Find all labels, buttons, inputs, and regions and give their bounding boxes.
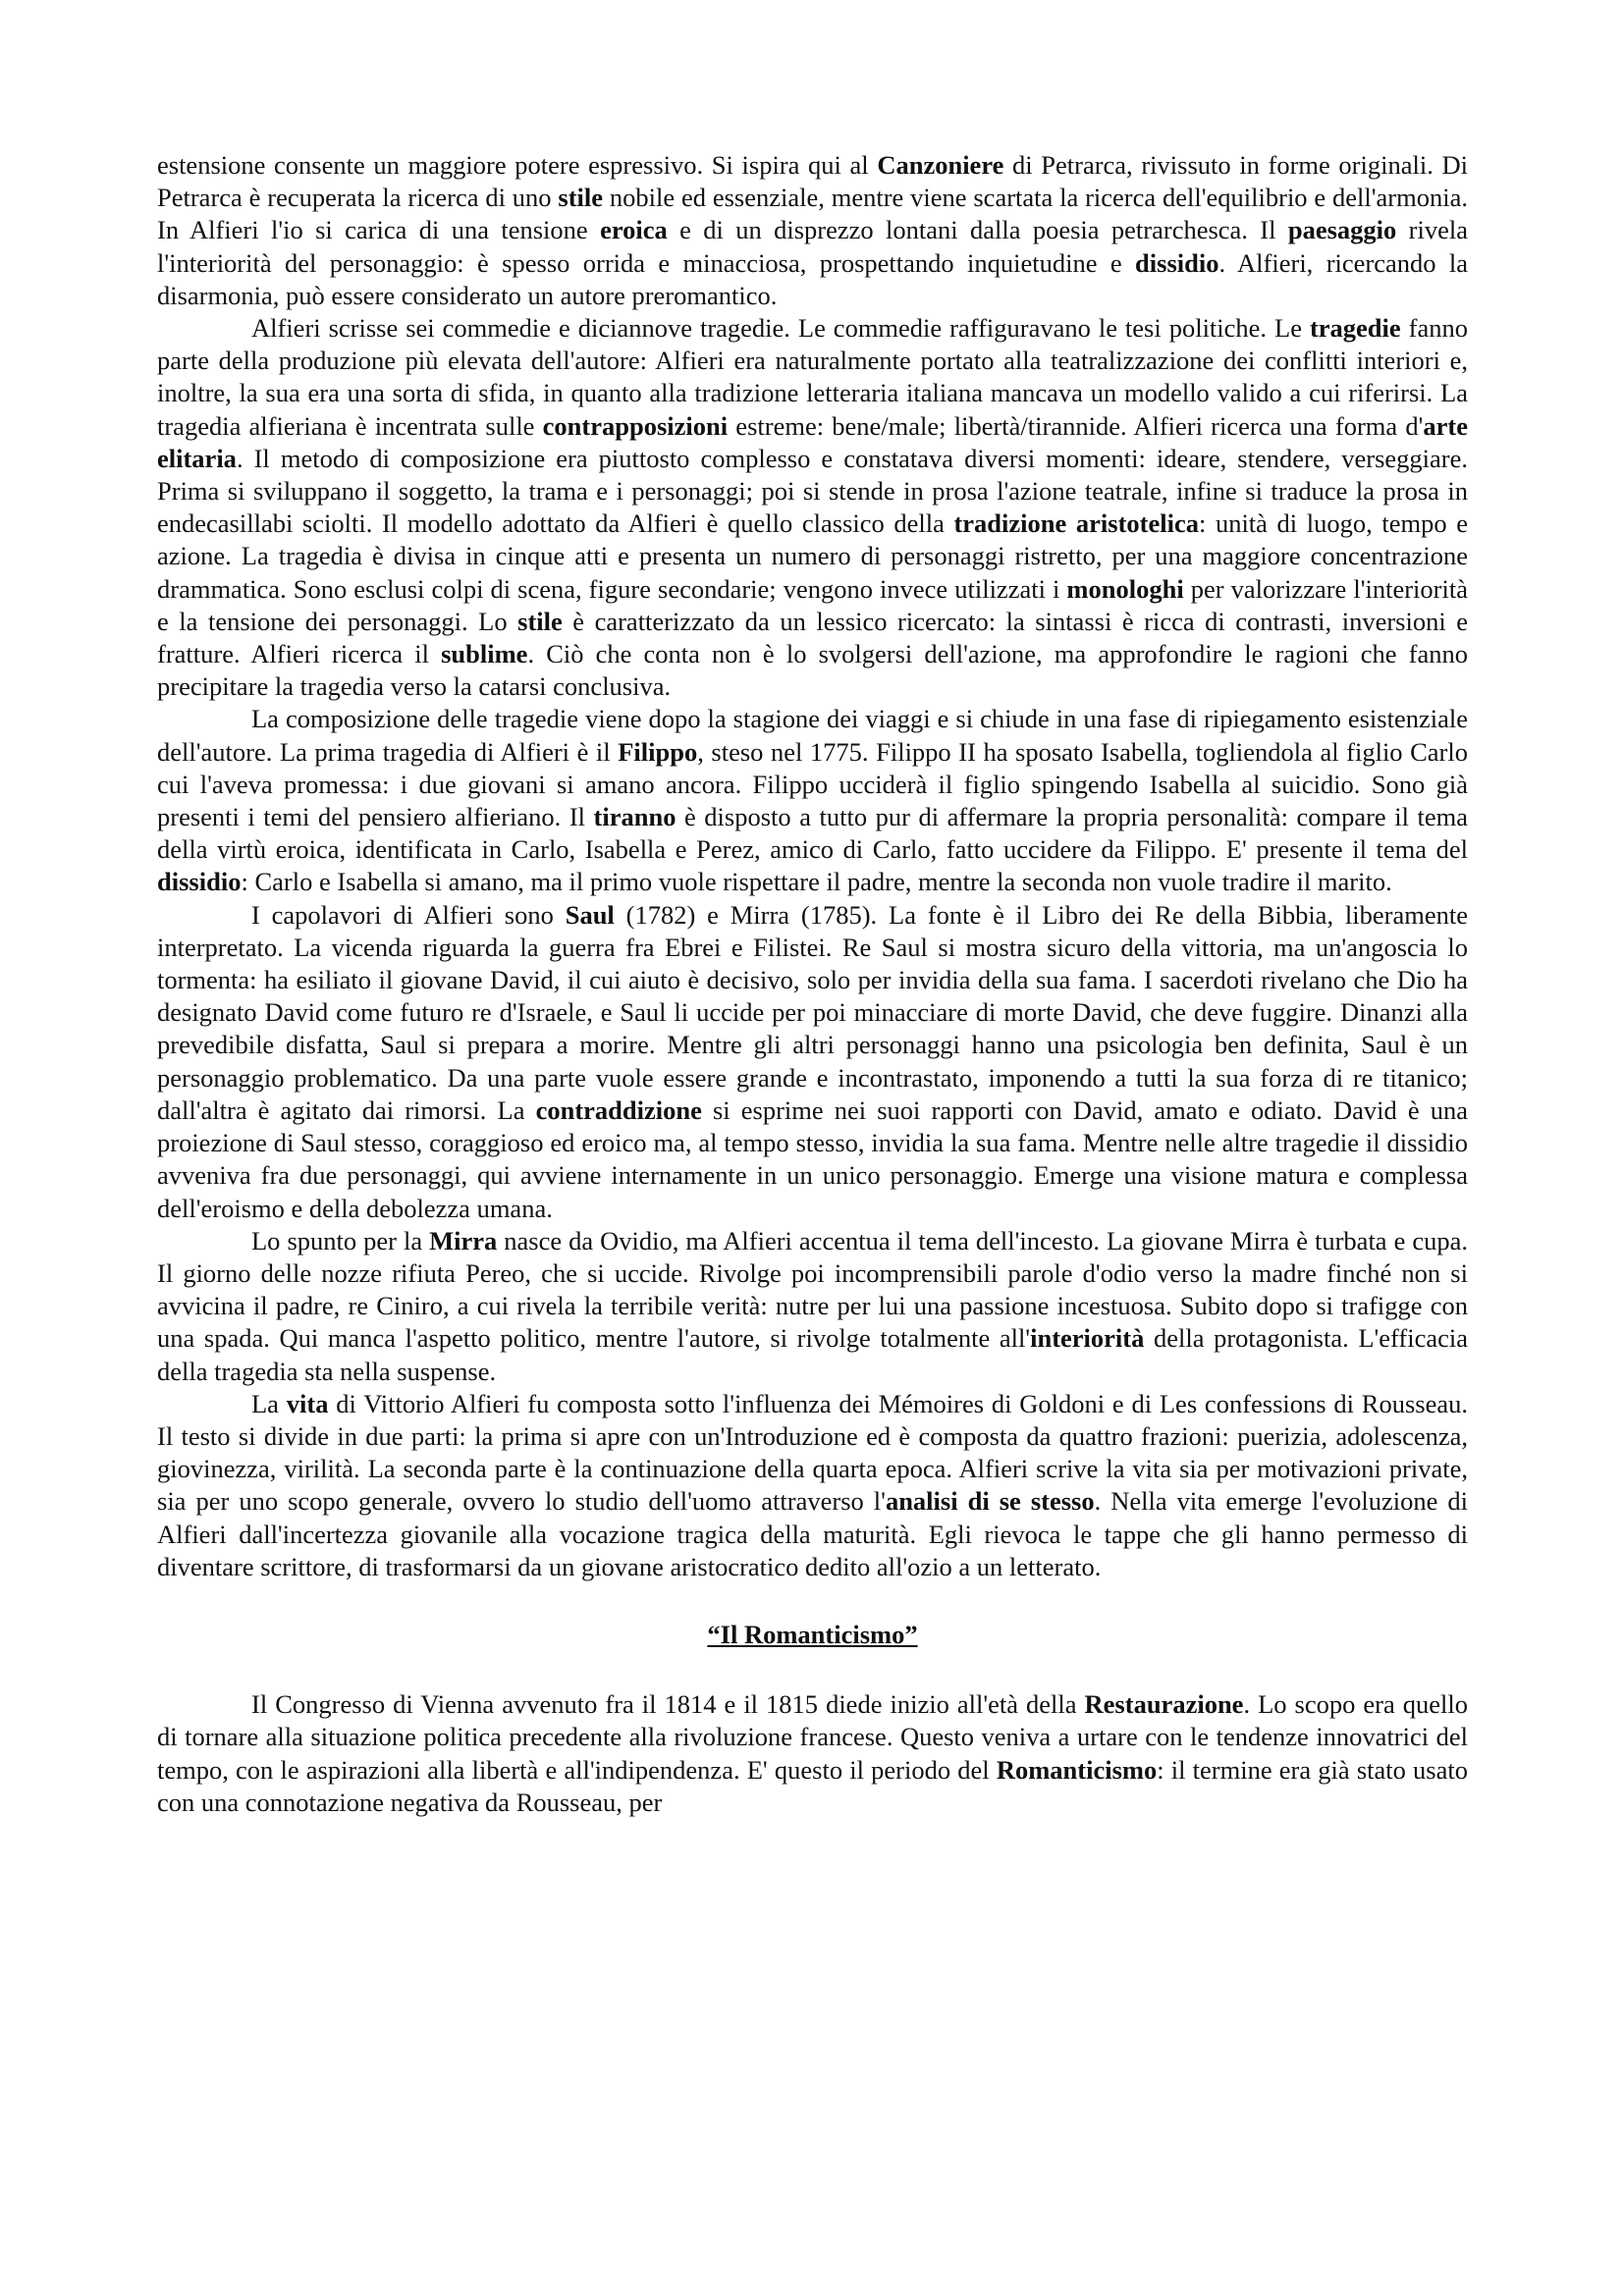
bold-term: Canzoniere [877, 150, 1004, 180]
bold-term: Filippo [618, 736, 698, 767]
bold-term: eroica [600, 215, 668, 245]
bold-term: stile [558, 183, 604, 213]
bold-term: sublime [441, 639, 528, 669]
bold-term: tragedie [1309, 313, 1401, 344]
text-run: Il Congresso di Vienna avvenuto fra il 1814 e il 1815 diede inizio all'età della [251, 1689, 1085, 1720]
bold-term: Romanticismo [996, 1754, 1158, 1785]
text-run: : il termine era già stato usato con una connotazione negativa da Rousseau, per [157, 1754, 1468, 1817]
bold-term: Restaurazione [1084, 1689, 1244, 1720]
text-run: . Lo scopo era quello di tornare alla situazione politica precedente alla rivoluzione francese. Questo veniva a urtare con le tendenze innovatrici del tempo, con le aspirazioni alla libertà e all'indipendenza. E' questo il periodo del [157, 1689, 1468, 1785]
paragraph [157, 899, 1468, 1225]
paragraph [157, 1388, 1468, 1583]
text-run: nobile ed essenziale, mentre viene scartata la ricerca dell'equilibrio e dell'armonia. In Alfieri l'io si carica di una tensione [157, 183, 1468, 245]
bold-term: arte elitaria [157, 410, 1468, 473]
paragraph [157, 1688, 1468, 1819]
bold-term: contrapposizioni [542, 410, 729, 441]
text-run: . Alfieri, ricercando la disarmonia, può essere considerato un autore preromantico. [157, 247, 1469, 310]
text-run: è disposto a tutto pur di affermare la propria personalità: compare il tema della virtù eroica, identificata in Carlo, Isabella e Perez, amico di Carlo, fatto uccidere da Filippo. E' presente il tema del [157, 802, 1468, 865]
text-run: I capolavori di Alfieri sono [251, 899, 566, 930]
text-run: della protagonista. L'efficacia della tragedia sta nella suspense. [157, 1323, 1468, 1386]
bold-term: tradizione aristotelica [953, 508, 1199, 539]
section-heading: “Il Romanticismo” [707, 1619, 918, 1649]
text-run: si esprime nei suoi rapporti con David, amato e odiato. David è una proiezione di Saul stesso, coraggioso ed eroico ma, al tempo stesso, invidia la sua fama. Mentre nelle altre tragedie il dissidio avveniva fra due personaggi, qui avviene internamente in un unico personaggio. Emerge una visione matura e complessa dell'eroismo e della debolezza umana. [157, 1095, 1468, 1223]
text-run: . Il metodo di composizione era piuttosto complesso e constatava diversi momenti: ideare, stendere, verseggiare. Prima si sviluppano il soggetto, la trama e i personaggi; poi si stende in prosa l'azione teatrale, infine si traduce la prosa in endecasillabi sciolti. Il modello adottato da Alfieri è quello classico della [157, 443, 1468, 539]
bold-term: paesaggio [1287, 215, 1397, 245]
bold-term: tiranno [593, 802, 676, 832]
text-run: La composizione delle tragedie viene dopo la stagione dei viaggi e si chiude in una fase di ripiegamento esistenziale dell'autore. La prima tragedia di Alfieri è il [157, 704, 1468, 767]
text-run: . Nella vita emerge l'evoluzione di Alfieri dall'incertezza giovanile alla vocazione tragica della maturità. Egli rievoca le tappe che gli hanno permesso di diventare scrittore, di trasformarsi da un giovane aristocratico dedito all'ozio a un letterato. [157, 1486, 1468, 1581]
text-run: : Carlo e Isabella si amano, ma il primo vuole rispettare il padre, mentre la seconda non vuole tradire il marito. [241, 867, 1392, 897]
text-run: di Petrarca, rivissuto in forme originali. Di Petrarca è recuperata la ricerca di uno [157, 150, 1468, 213]
text-run: (1782) e Mirra (1785). La fonte è il Libro dei Re della Bibbia, liberamente interpretato. La vicenda riguarda la guerra fra Ebrei e Filistei. Re Saul si mostra sicuro della vittoria, ma un'angoscia lo tormenta: ha esiliato il giovane David, il cui aiuto è decisivo, solo per invidia della sua fama. I sacerdoti rivelano che Dio ha designato David come futuro re d'Israele, e Saul li uccide per poi minacciare di morte David, che deve fuggire. Dinanzi alla prevedibile disfatta, Saul si prepara a morire. Mentre gli altri personaggi hanno una psicologia ben definita, Saul è un personaggio problematico. Da una parte vuole essere grande e incontrastato, imponendo a tutti la sua forza di re titanico; dall'altra è agitato dai rimorsi. La [157, 899, 1468, 1125]
paragraph [157, 1225, 1468, 1388]
bold-term: vita [286, 1388, 329, 1418]
text-run: rivela l'interiorità del personaggio: è spesso orrida e minacciosa, prospettando inquietudine e [157, 215, 1468, 278]
text-run: è caratterizzato da un lessico ricercato: la sintassi è ricca di contrasti, inversioni e fratture. Alfieri ricerca il [157, 606, 1468, 669]
text-run: fanno parte della produzione più elevata dell'autore: Alfieri era naturalmente portato alla teatralizzazione dei conflitti interiori e, inoltre, la sua era una sorta di sfida, in quanto alla tradizione letteraria italiana mancava un modello valido a cui riferirsi. La tragedia alfieriana è incentrata sulle [157, 313, 1468, 441]
bold-term: analisi di se stesso [885, 1486, 1095, 1517]
body-text-before [157, 149, 1468, 1583]
text-run: . Ciò che conta non è lo svolgersi dell'azione, ma approfondire le ragioni che fanno precipitare la tragedia verso la catarsi conclusiva. [157, 639, 1469, 702]
paragraph [157, 703, 1468, 898]
text-run: Alfieri scrisse sei commedie e diciannove tragedie. Le commedie raffiguravano le tesi politiche. Le [251, 313, 1310, 344]
bold-term: dissidio [1135, 247, 1219, 278]
bold-term: stile [517, 606, 563, 636]
text-run: estreme: bene/male; libertà/tirannide. Alfieri ricerca una forma d' [728, 410, 1424, 441]
text-run: di Vittorio Alfieri fu composta sotto l'influenza dei Mémoires di Goldoni e di Les confessions di Rousseau. Il testo si divide in due parti: la prima si apre con un'Introduzione ed è composta da quattro frazioni: puerizia, adolescenza, giovinezza, virilità. La seconda parte è la continuazione della quarta epoca. Alfieri scrive la vita sia per motivazioni private, sia per uno scopo generale, ovvero lo studio dell'uomo attraverso l' [157, 1388, 1468, 1517]
text-run: , steso nel 1775. Filippo II ha sposato Isabella, togliendola al figlio Carlo cui l'aveva promessa: i due giovani si amano ancora. Filippo ucciderà il figlio spingendo Isabella al suicidio. Sono già presenti i temi del pensiero alfieriano. Il [157, 736, 1468, 832]
bold-term: Mirra [429, 1225, 498, 1255]
bold-term: contraddizione [535, 1095, 702, 1125]
text-run: estensione consente un maggiore potere espressivo. Si ispira qui al [157, 150, 878, 180]
paragraph [157, 149, 1468, 312]
bold-term: dissidio [157, 867, 242, 897]
bold-term: Saul [565, 899, 615, 930]
body-text-after [157, 1688, 1468, 1819]
bold-term: monologhi [1066, 573, 1184, 604]
text-run: per valorizzare l'interiorità e la tensione dei personaggi. Lo [157, 573, 1468, 636]
text-run: : unità di luogo, tempo e azione. La tragedia è divisa in cinque atti e presenta un numero di personaggi ristretto, per una maggiore concentrazione drammatica. Sono esclusi colpi di scena, figure secondarie; vengono invece utilizzati i [157, 508, 1468, 604]
text-run: Lo spunto per la [251, 1225, 430, 1255]
text-run: La [251, 1388, 287, 1418]
text-run: nasce da Ovidio, ma Alfieri accentua il tema dell'incesto. La giovane Mirra è turbata e cupa. Il giorno delle nozze rifiuta Pereo, che si uccide. Rivolge poi incomprensibili parole d'odio verso la madre finché non si avvicina il padre, re Ciniro, a cui rivela la terribile verità: nutre per lui una passione incestuosa. Subito dopo si trafigge con una spada. Qui manca l'aspetto politico, mentre l'autore, si rivolge totalmente all' [157, 1225, 1468, 1354]
bold-term: interiorità [1030, 1323, 1145, 1354]
text-run: e di un disprezzo lontani dalla poesia petrarchesca. Il [667, 215, 1288, 245]
paragraph [157, 312, 1468, 703]
